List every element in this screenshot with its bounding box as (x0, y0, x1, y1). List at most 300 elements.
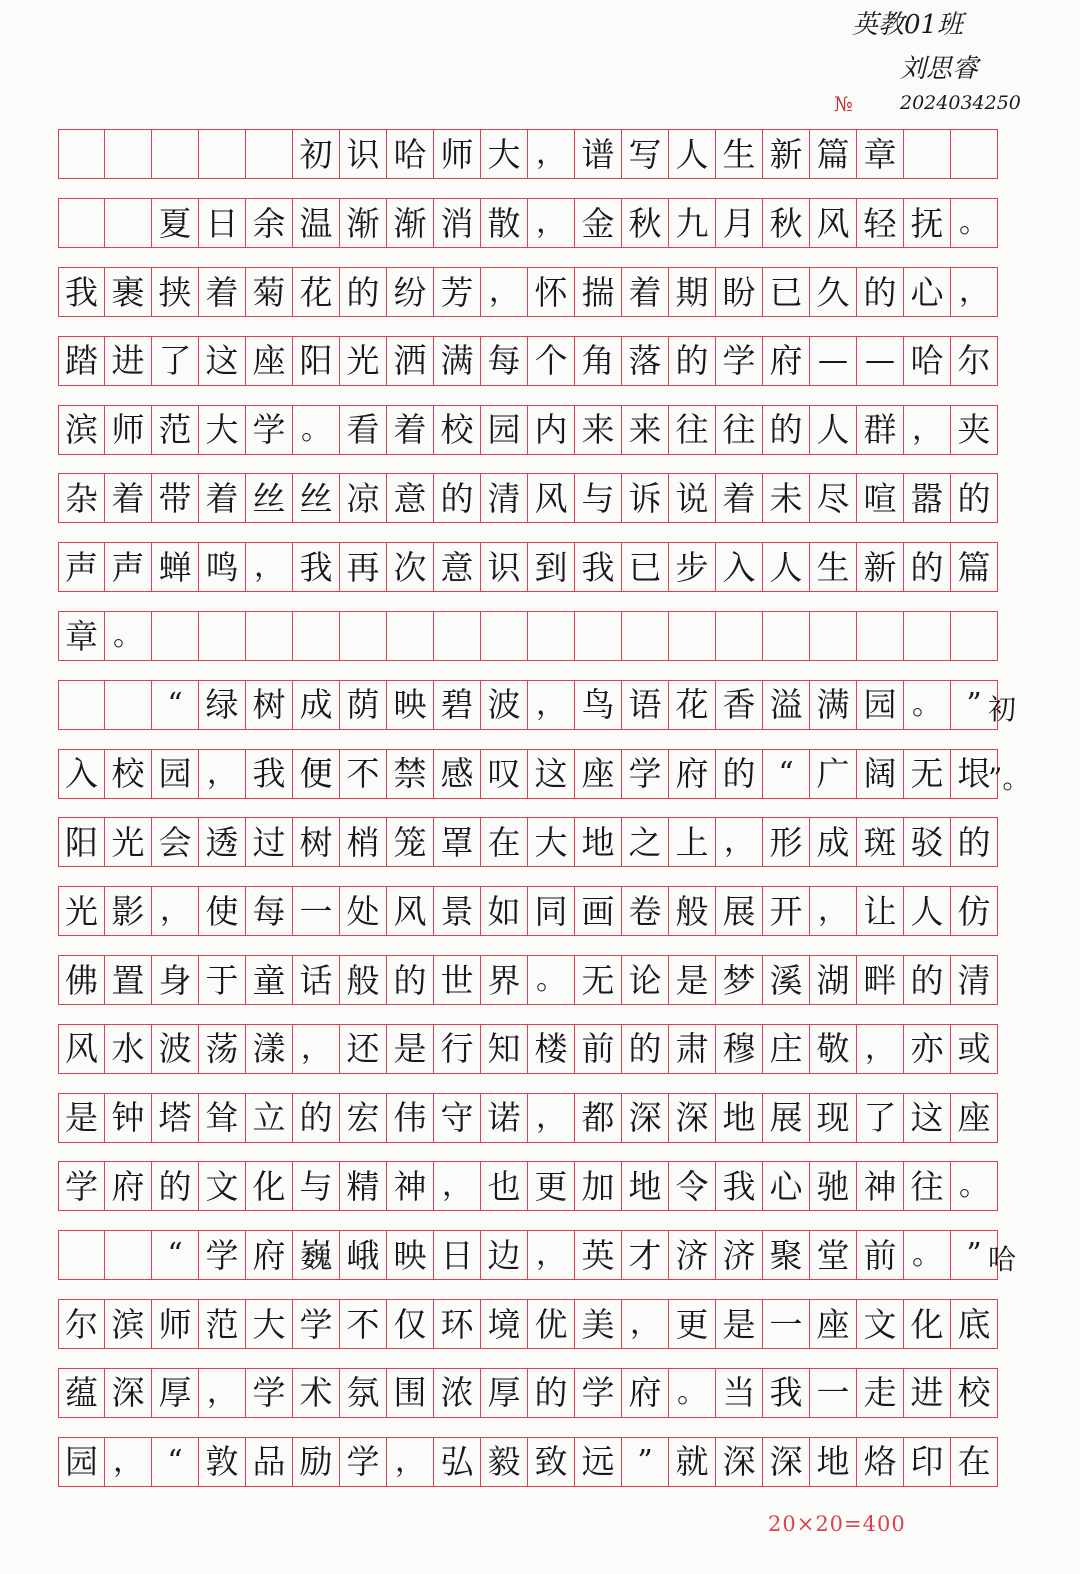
grid-cell: 散 (481, 198, 528, 248)
grid-cell: 往 (904, 1161, 951, 1211)
grid-cell (105, 1230, 152, 1280)
grid-cell: 不 (340, 749, 387, 799)
grid-row (58, 1368, 998, 1418)
grid-cell: 蕴 (58, 1368, 105, 1418)
student-name: 刘思睿 (900, 54, 979, 84)
grid-cell: 学 (246, 405, 293, 455)
grid-cell: 行 (434, 1024, 481, 1074)
grid-cell: 识 (340, 129, 387, 179)
grid-row (58, 1024, 998, 1074)
page-header (0, 0, 1080, 120)
grid-cell: 来 (622, 405, 669, 455)
grid-cell: 入 (58, 749, 105, 799)
grid-cell: 身 (152, 955, 199, 1005)
grid-cell: 同 (528, 886, 575, 936)
grid-cell: 在 (481, 817, 528, 867)
grid-cell: 般 (669, 886, 716, 936)
grid-cell: 荫 (340, 680, 387, 730)
grid-cell: 围 (387, 1368, 434, 1418)
grid-cell: 的 (434, 473, 481, 523)
grid-cell: 心 (763, 1161, 810, 1211)
grid-row (58, 1161, 998, 1211)
grid-cell: 夹 (951, 405, 998, 455)
grid-cell: 抚 (904, 198, 951, 248)
grid-cell: “ (152, 1437, 199, 1487)
grid-cell: 英 (575, 1230, 622, 1280)
grid-cell: 阔 (857, 749, 904, 799)
grid-cell: 湖 (810, 955, 857, 1005)
grid-cell: 新 (857, 542, 904, 592)
grid-cell: 深 (716, 1437, 763, 1487)
grid-cell: 加 (575, 1161, 622, 1211)
grid-cell: 形 (763, 817, 810, 867)
grid-row (58, 680, 1017, 730)
grid-cell: 学 (340, 1437, 387, 1487)
grid-cell: 菊 (246, 267, 293, 317)
grid-cell: 金 (575, 198, 622, 248)
grid-row (58, 473, 998, 523)
grid-cell: 会 (152, 817, 199, 867)
grid-cell: 花 (669, 680, 716, 730)
grid-cell: 这 (528, 749, 575, 799)
grid-cell: 梦 (716, 955, 763, 1005)
grid-cell: 这 (199, 336, 246, 386)
grid-cell: 守 (434, 1093, 481, 1143)
grid-cell (340, 611, 387, 661)
grid-cell: 底 (951, 1299, 998, 1349)
grid-cell: 巍 (293, 1230, 340, 1280)
grid-cell: 也 (481, 1161, 528, 1211)
margin-overflow-text: 初 (988, 692, 1017, 726)
grid-cell: 座 (810, 1299, 857, 1349)
grid-cell: 进 (904, 1368, 951, 1418)
grid-cell: ” (622, 1437, 669, 1487)
grid-cell: 不 (340, 1299, 387, 1349)
grid-cell: 烙 (857, 1437, 904, 1487)
grid-cell: 师 (434, 129, 481, 179)
grid-cell: 校 (105, 749, 152, 799)
grid-cell: 哈 (904, 336, 951, 386)
grid-cell: 心 (904, 267, 951, 317)
grid-cell: 就 (669, 1437, 716, 1487)
grid-cell: 话 (293, 955, 340, 1005)
grid-cell: 敦 (199, 1437, 246, 1487)
grid-row (58, 886, 998, 936)
grid-cell: 更 (528, 1161, 575, 1211)
grid-cell: 嚣 (904, 473, 951, 523)
margin-overflow-text: ”。 (988, 761, 1031, 795)
grid-cell: 我 (293, 542, 340, 592)
grid-cell (857, 611, 904, 661)
grid-cell: 声 (58, 542, 105, 592)
grid-cell (105, 198, 152, 248)
grid-cell: 走 (857, 1368, 904, 1418)
grid-row (58, 1230, 1017, 1280)
grid-cell: 的 (669, 336, 716, 386)
grid-cell: 上 (669, 817, 716, 867)
grid-cell: 便 (293, 749, 340, 799)
grid-cell: ， (528, 1093, 575, 1143)
grid-cell: 济 (716, 1230, 763, 1280)
grid-cell (105, 680, 152, 730)
grid-cell: 师 (105, 405, 152, 455)
grid-cell: 纷 (387, 267, 434, 317)
grid-cell: 阳 (58, 817, 105, 867)
grid-cell: 秋 (622, 198, 669, 248)
grid-cell: 人 (669, 129, 716, 179)
grid-cell: 尔 (58, 1299, 105, 1349)
grid-cell: 着 (622, 267, 669, 317)
grid-cell: ， (528, 129, 575, 179)
grid-cell: 塔 (152, 1093, 199, 1143)
grid-cell: 学 (246, 1368, 293, 1418)
manuscript-grid (58, 120, 1031, 1496)
grid-cell: 九 (669, 198, 716, 248)
grid-cell: 次 (387, 542, 434, 592)
grid-cell (810, 611, 857, 661)
grid-cell: 的 (152, 1161, 199, 1211)
grid-cell: 大 (528, 817, 575, 867)
grid-cell: ， (246, 542, 293, 592)
grid-cell (246, 611, 293, 661)
grid-cell: 的 (622, 1024, 669, 1074)
grid-cell: 亦 (904, 1024, 951, 1074)
grid-cell: 座 (951, 1093, 998, 1143)
grid-cell: 楼 (528, 1024, 575, 1074)
grid-cell: 了 (152, 336, 199, 386)
grid-cell: 映 (387, 1230, 434, 1280)
grid-cell: 落 (622, 336, 669, 386)
grid-cell: 踏 (58, 336, 105, 386)
grid-cell: 画 (575, 886, 622, 936)
grid-cell: 如 (481, 886, 528, 936)
grid-cell: 前 (575, 1024, 622, 1074)
grid-cell: 鸟 (575, 680, 622, 730)
grid-cell: 一 (763, 1299, 810, 1349)
grid-cell: 洒 (387, 336, 434, 386)
grid-cell: 术 (293, 1368, 340, 1418)
grid-cell: 看 (340, 405, 387, 455)
grid-cell (387, 611, 434, 661)
grid-cell: 品 (246, 1437, 293, 1487)
grid-cell: ， (528, 680, 575, 730)
grid-cell: 毅 (481, 1437, 528, 1487)
grid-row (58, 749, 1031, 799)
grid-cell: 风 (387, 886, 434, 936)
number-symbol: № (834, 92, 853, 116)
grid-cell: ， (622, 1299, 669, 1349)
grid-cell: 篇 (810, 129, 857, 179)
grid-cell: 荡 (199, 1024, 246, 1074)
grid-cell: 识 (481, 542, 528, 592)
grid-cell: 语 (622, 680, 669, 730)
grid-cell: 的 (528, 1368, 575, 1418)
grid-row (58, 129, 998, 179)
grid-cell: ” (951, 1230, 998, 1280)
grid-cell: 溢 (763, 680, 810, 730)
grid-cell (58, 129, 105, 179)
grid-cell: 范 (199, 1299, 246, 1349)
grid-cell: 期 (669, 267, 716, 317)
grid-cell: 满 (434, 336, 481, 386)
grid-cell: 伟 (387, 1093, 434, 1143)
grid-cell: 钟 (105, 1093, 152, 1143)
grid-cell: 水 (105, 1024, 152, 1074)
grid-cell: 人 (904, 886, 951, 936)
grid-cell: 映 (387, 680, 434, 730)
grid-cell: 学 (622, 749, 669, 799)
grid-cell: 在 (951, 1437, 998, 1487)
grid-cell: 环 (434, 1299, 481, 1349)
grid-cell: 厚 (481, 1368, 528, 1418)
grid-cell: 怀 (528, 267, 575, 317)
grid-cell: 波 (152, 1024, 199, 1074)
grid-cell: 揣 (575, 267, 622, 317)
grid-cell: 夏 (152, 198, 199, 248)
grid-cell (199, 129, 246, 179)
grid-cell: 景 (434, 886, 481, 936)
grid-cell: 丝 (293, 473, 340, 523)
grid-cell (434, 611, 481, 661)
grid-cell: 风 (528, 473, 575, 523)
grid-cell: 满 (810, 680, 857, 730)
grid-cell: 漾 (246, 1024, 293, 1074)
grid-cell: 处 (340, 886, 387, 936)
grid-cell: 世 (434, 955, 481, 1005)
grid-cell: 初 (293, 129, 340, 179)
grid-cell: 树 (246, 680, 293, 730)
grid-cell: 地 (575, 817, 622, 867)
grid-cell: 园 (152, 749, 199, 799)
grid-cell: 叹 (481, 749, 528, 799)
grid-cell: 畔 (857, 955, 904, 1005)
grid-cell: 着 (105, 473, 152, 523)
grid-cell: ， (387, 1437, 434, 1487)
grid-cell: 展 (763, 1093, 810, 1143)
grid-cell (152, 129, 199, 179)
grid-cell: 影 (105, 886, 152, 936)
grid-cell: 这 (904, 1093, 951, 1143)
grid-cell: 消 (434, 198, 481, 248)
grid-cell: 温 (293, 198, 340, 248)
grid-cell: 神 (857, 1161, 904, 1211)
grid-cell: 美 (575, 1299, 622, 1349)
grid-cell: 驳 (904, 817, 951, 867)
grid-cell: 久 (810, 267, 857, 317)
grid-cell: ， (857, 1024, 904, 1074)
grid-cell (763, 611, 810, 661)
grid-cell: 往 (669, 405, 716, 455)
grid-cell: 感 (434, 749, 481, 799)
grid-cell: 花 (293, 267, 340, 317)
grid-cell: 与 (575, 473, 622, 523)
grid-cell: 境 (481, 1299, 528, 1349)
grid-cell: 座 (246, 336, 293, 386)
grid-cell: 内 (528, 405, 575, 455)
grid-cell: 卷 (622, 886, 669, 936)
grid-cell: 生 (716, 129, 763, 179)
grid-cell: 往 (716, 405, 763, 455)
grid-cell: 于 (199, 955, 246, 1005)
grid-cell: 的 (293, 1093, 340, 1143)
grid-cell: 更 (669, 1299, 716, 1349)
grid-cell: 文 (857, 1299, 904, 1349)
grid-cell: 成 (810, 817, 857, 867)
grid-cell: 阳 (293, 336, 340, 386)
grid-cell: 学 (199, 1230, 246, 1280)
grid-cell: 渐 (340, 198, 387, 248)
grid-cell: 深 (763, 1437, 810, 1487)
grid-cell: 化 (246, 1161, 293, 1211)
grid-cell: 的 (951, 817, 998, 867)
grid-cell: 渐 (387, 198, 434, 248)
grid-cell: 罩 (434, 817, 481, 867)
grid-cell: 滨 (58, 405, 105, 455)
grid-cell: 之 (622, 817, 669, 867)
grid-cell: ， (951, 267, 998, 317)
grid-cell: 日 (199, 198, 246, 248)
grid-cell: 禁 (387, 749, 434, 799)
grid-cell: 校 (951, 1368, 998, 1418)
grid-count-label: 20×20=400 (768, 1512, 906, 1536)
grid-cell: 宏 (340, 1093, 387, 1143)
grid-cell: 带 (152, 473, 199, 523)
grid-cell: 的 (340, 267, 387, 317)
grid-cell: 树 (293, 817, 340, 867)
grid-cell: 大 (199, 405, 246, 455)
grid-cell: 尽 (810, 473, 857, 523)
grid-cell: 。 (904, 1230, 951, 1280)
grid-cell: 园 (857, 680, 904, 730)
grid-cell: 滨 (105, 1299, 152, 1349)
grid-cell: 无 (904, 749, 951, 799)
grid-cell: 我 (763, 1368, 810, 1418)
grid-cell: 蝉 (152, 542, 199, 592)
grid-cell: 风 (810, 198, 857, 248)
grid-row (58, 336, 998, 386)
grid-cell: 谱 (575, 129, 622, 179)
grid-cell: 深 (622, 1093, 669, 1143)
grid-cell: 的 (857, 267, 904, 317)
grid-cell: 广 (810, 749, 857, 799)
grid-cell: 是 (669, 955, 716, 1005)
grid-cell: 学 (716, 336, 763, 386)
grid-cell: 驰 (810, 1161, 857, 1211)
grid-cell (58, 198, 105, 248)
grid-cell: 的 (387, 955, 434, 1005)
grid-cell: 到 (528, 542, 575, 592)
grid-cell: 是 (58, 1093, 105, 1143)
grid-row (58, 1093, 998, 1143)
grid-cell: 府 (105, 1161, 152, 1211)
grid-row (58, 405, 998, 455)
grid-cell: 论 (622, 955, 669, 1005)
grid-cell: 一 (810, 1368, 857, 1418)
grid-cell: 边 (481, 1230, 528, 1280)
grid-cell: 裹 (105, 267, 152, 317)
grid-cell: 致 (528, 1437, 575, 1487)
grid-cell: ， (293, 1024, 340, 1074)
grid-cell: 般 (340, 955, 387, 1005)
grid-cell: ， (481, 267, 528, 317)
grid-cell: 喧 (857, 473, 904, 523)
grid-cell: 新 (763, 129, 810, 179)
grid-cell (622, 611, 669, 661)
grid-cell (246, 129, 293, 179)
grid-cell (58, 680, 105, 730)
grid-cell: 与 (293, 1161, 340, 1211)
grid-cell: 地 (622, 1161, 669, 1211)
grid-cell: 的 (904, 955, 951, 1005)
grid-cell: 步 (669, 542, 716, 592)
grid-cell: 文 (199, 1161, 246, 1211)
grid-cell: 地 (810, 1437, 857, 1487)
grid-cell: 梢 (340, 817, 387, 867)
grid-cell: ” (951, 680, 998, 730)
grid-cell: 每 (481, 336, 528, 386)
grid-cell: 。 (105, 611, 152, 661)
grid-cell: 意 (387, 473, 434, 523)
grid-cell: 化 (904, 1299, 951, 1349)
grid-cell: 的 (716, 749, 763, 799)
grid-cell: 的 (904, 542, 951, 592)
grid-cell: 无 (575, 955, 622, 1005)
grid-cell: 精 (340, 1161, 387, 1211)
grid-cell: 人 (763, 542, 810, 592)
grid-cell: 。 (904, 680, 951, 730)
grid-cell: 生 (810, 542, 857, 592)
grid-cell: 学 (293, 1299, 340, 1349)
grid-cell: 。 (951, 1161, 998, 1211)
grid-cell: 励 (293, 1437, 340, 1487)
grid-cell: 了 (857, 1093, 904, 1143)
grid-cell: 前 (857, 1230, 904, 1280)
grid-cell: 现 (810, 1093, 857, 1143)
grid-cell: 篇 (951, 542, 998, 592)
grid-cell: ， (810, 886, 857, 936)
grid-cell: 的 (763, 405, 810, 455)
grid-cell: 入 (716, 542, 763, 592)
grid-cell: 诺 (481, 1093, 528, 1143)
grid-cell: 光 (105, 817, 152, 867)
grid-cell: 杂 (58, 473, 105, 523)
grid-cell: 人 (810, 405, 857, 455)
grid-cell: 校 (434, 405, 481, 455)
grid-cell: 斑 (857, 817, 904, 867)
grid-cell: 鸣 (199, 542, 246, 592)
grid-cell: ， (105, 1437, 152, 1487)
grid-cell: 府 (763, 336, 810, 386)
grid-cell: 光 (340, 336, 387, 386)
grid-cell (58, 1230, 105, 1280)
grid-cell: 仿 (951, 886, 998, 936)
grid-cell: 绿 (199, 680, 246, 730)
grid-cell: 我 (716, 1161, 763, 1211)
grid-cell: 凉 (340, 473, 387, 523)
grid-cell: 着 (199, 267, 246, 317)
grid-cell: 来 (575, 405, 622, 455)
grid-cell: 都 (575, 1093, 622, 1143)
grid-cell: 丝 (246, 473, 293, 523)
grid-cell: 峨 (340, 1230, 387, 1280)
grid-cell: 诉 (622, 473, 669, 523)
grid-cell (904, 611, 951, 661)
grid-cell: 浓 (434, 1368, 481, 1418)
grid-cell: 府 (669, 749, 716, 799)
grid-cell: 。 (669, 1368, 716, 1418)
grid-cell: 使 (199, 886, 246, 936)
grid-cell: 。 (951, 198, 998, 248)
